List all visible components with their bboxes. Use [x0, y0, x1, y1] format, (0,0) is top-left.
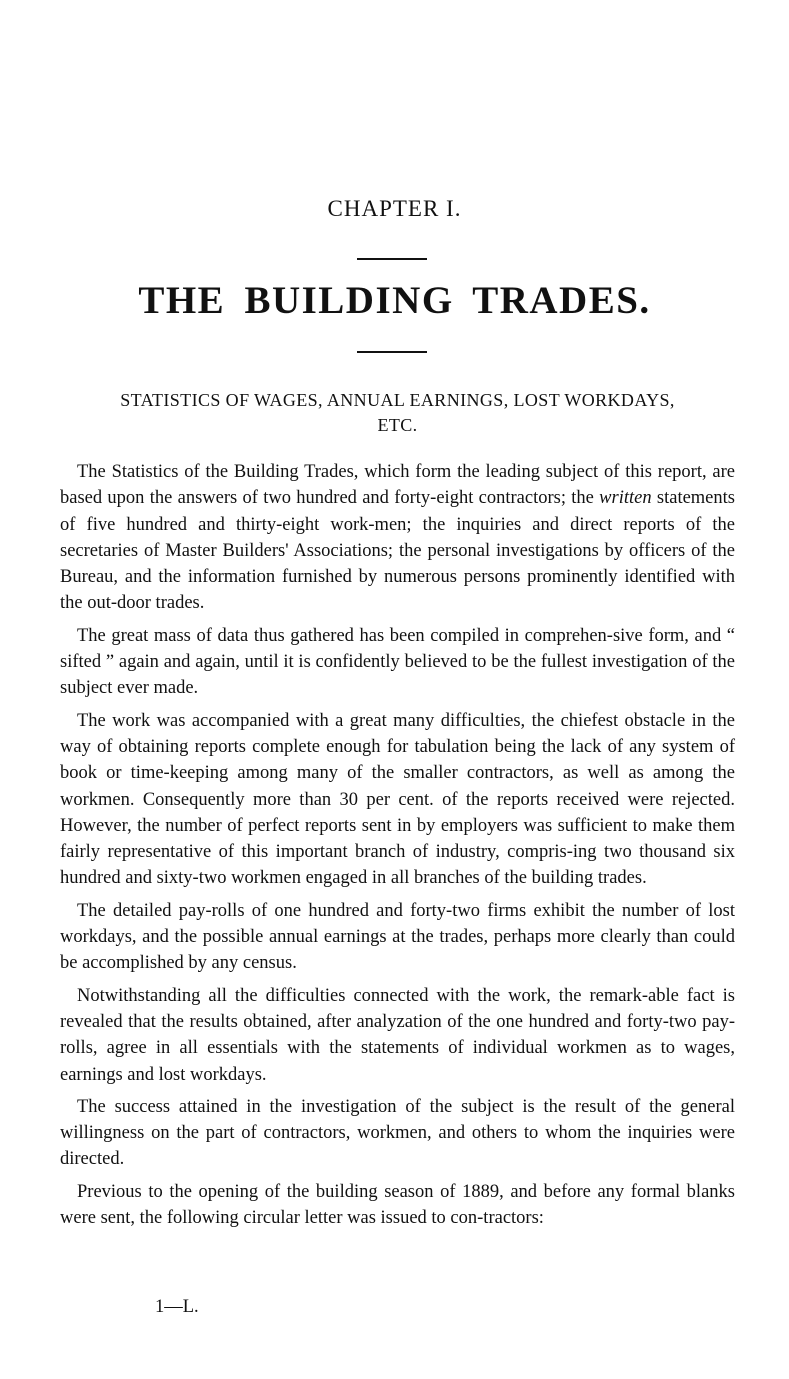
section-heading-line-2: ETC.	[377, 415, 418, 435]
section-heading	[60, 388, 735, 438]
divider-rule-bottom	[357, 351, 427, 353]
paragraph-5: Notwithstanding all the difficulties connected with the work, the remark-able fact is revealed that the results obtained, after analyzation of the one hundred and forty-two pay-rolls, agree in all essentials with the statements of individual workmen as to wages, earnings and lost workdays.	[60, 985, 735, 1085]
paragraph-6: The success attained in the investigation of the subject is the result of the general willingness on the part of contractors, workmen, and others to whom the inquiries were directed.	[60, 1096, 735, 1170]
paragraph-1-after: statements of five hundred and thirty-eight work-men; the inquiries and direct reports of the secretaries of Master Builders' Associations; the personal investigations by officers of the Bureau, and the information furnished by numerous persons prominently identified with the out-door trades.	[60, 488, 735, 614]
paragraph-3: The work was accompanied with a great many difficulties, the chiefest obstacle in the way of obtaining reports complete enough for tabulation being the lack of any system of book or time-keeping among many of the smaller contractors, as well as among the workmen. Consequently more than 30 per cent. of the reports received were rejected. However, the number of perfect reports sent in by employers was sufficient to make them fairly representative of this important branch of industry, compris-ing two thousand six hundred and sixty-two workmen engaged in all branches of the building trades.	[60, 710, 735, 889]
section-heading-line-1: STATISTICS OF WAGES, ANNUAL EARNINGS, LOST WORKDAYS,	[120, 390, 675, 410]
chapter-label: CHAPTER I.	[327, 196, 462, 221]
signature-mark: 1—L.	[155, 1297, 199, 1317]
paragraph-1-before: The Statistics of the Building Trades, which form the leading subject of this report, are based upon the answers of two hundred and forty-eight contractors; the	[60, 462, 735, 509]
emphasis-written: written	[599, 488, 652, 509]
chapter-title: THE BUILDING TRADES.	[138, 279, 651, 322]
paragraph-7: Previous to the opening of the building season of 1889, and before any formal blanks were sent, the following circular letter was issued to con-tractors:	[60, 1181, 735, 1229]
body-text	[60, 459, 735, 1237]
paragraph-1	[60, 459, 735, 617]
divider-rule-top	[357, 258, 427, 260]
paragraph-2: The great mass of data thus gathered has been compiled in comprehen-sive form, and “ sifted ” again and again, until it is confidently believed to be the fullest investigation of the subject ever made.	[60, 625, 735, 699]
paragraph-4: The detailed pay-rolls of one hundred and forty-two firms exhibit the number of lost workdays, and the possible annual earnings at the trades, perhaps more clearly than could be accomplished by any census.	[60, 900, 735, 974]
